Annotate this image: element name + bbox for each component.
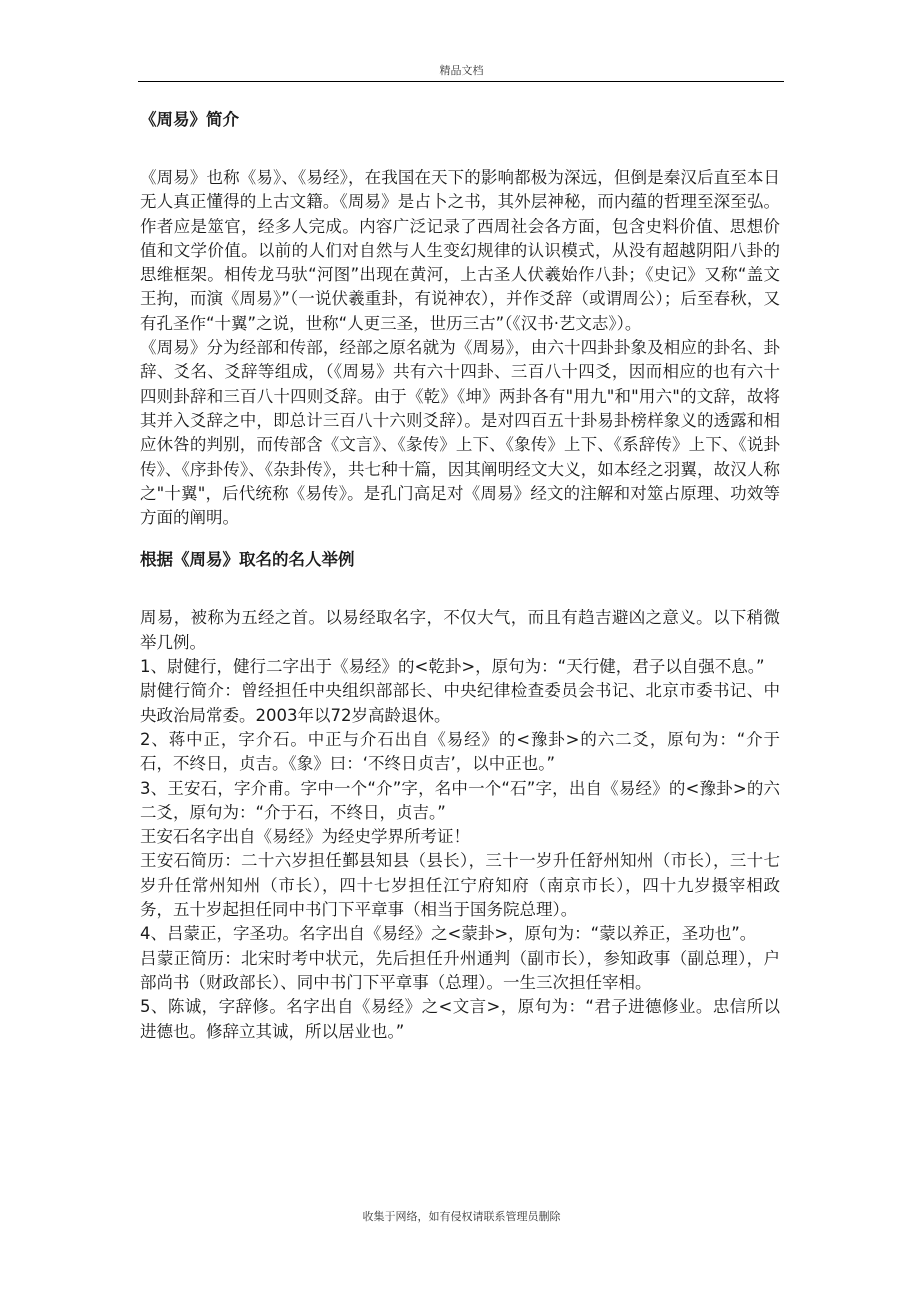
- example-item-5: 5、陈诚，字辞修。名字出自《易经》之<文言>，原句为：“君子进德修业。忠信所以进德也。修辞立其诚，所以居业也。”: [140, 997, 780, 1041]
- example-item-1: 1、尉健行，健行二字出于《易经》的<乾卦>，原句为：“天行健，君子以自强不息。”: [140, 657, 765, 677]
- example-bio-1: 尉健行简介：曾经担任中央组织部部长、中央纪律检查委员会书记、北京市委书记、中央政治局常委。2003年以72岁高龄退休。: [140, 681, 780, 725]
- spacer: [140, 530, 780, 548]
- document-body: [140, 108, 780, 1044]
- example-item-3: 3、王安石，字介甫。字中一个“介”字，名中一个“石”字，出自《易经》的<豫卦>的六二爻，原句为：“介于石，不终日，贞吉。”: [140, 778, 780, 822]
- example-bio-3: 王安石简历：二十六岁担任鄞县知县（县长），三十一岁升任舒州知州（市长），三十七岁升任常州知州（市长），四十七岁担任江宁府知府（南京市长），四十九岁摄宰相政务，五十岁起担任同中书门下平章事（相当于国务院总理）。: [140, 851, 780, 920]
- intro-paragraph-2: 《周易》分为经部和传部，经部之原名就为《周易》，由六十四卦卦象及相应的卦名、卦辞、爻名、爻辞等组成，（《周易》共有六十四卦、三百八十四爻，因而相应的也有六十四则卦辞和三百八十四则爻辞。由于《乾》《坤》两卦各有"用九"和"用六"的文辞，故将其并入爻辞之中，即总计三百八十六则爻辞）。是对四百五十卦易卦榜样象义的透露和相应休咎的判别，而传部含《文言》、《彖传》上下、《象传》上下、《系辞传》上下、《说卦传》、《序卦传》、《杂卦传》，共七种十篇，因其阐明经文大义，如本经之羽翼，故汉人称之"十翼"，后代统称《易传》。是孔门高足对《周易》经文的注解和对筮占原理、功效等方面的阐明。: [140, 338, 780, 528]
- example-item-4: 4、吕蒙正，字圣功。名字出自《易经》之<蒙卦>，原句为：“蒙以养正，圣功也”。: [140, 924, 757, 944]
- section-title-intro: 《周易》简介: [140, 110, 239, 129]
- intro-paragraph-1: 《周易》也称《易》、《易经》，在我国在天下的影响都极为深远，但倒是秦汉后直至本日无人真正懂得的上古文籍。《周易》是占卜之书，其外层神秘，而内蕴的哲理至深至弘。作者应是筮官，经多人完成。内容广泛记录了西周社会各方面，包含史料价值、思想价值和文学价值。以前的人们对自然与人生变幻规律的认识模式，从没有超越阴阳八卦的思维框架。相传龙马驮“河图”出现在黄河，上古圣人伏羲始作八卦；《史记》又称“盖文王拘，而演《周易》”（一说伏羲重卦，有说神农），并作爻辞（或谓周公）；后至春秋，又有孔圣作“十翼”之说，世称“人更三圣，世历三古”（《汉书·艺文志》）。: [140, 168, 780, 333]
- header-divider: [138, 81, 784, 82]
- example-note-3: 王安石名字出自《易经》为经史学界所考证！: [140, 827, 470, 847]
- example-bio-4: 吕蒙正简历：北宋时考中状元，先后担任升州通判（副市长），参知政事（副总理），户部尚书（财政部长）、同中书门下平章事（总理）。一生三次担任宰相。: [140, 948, 780, 992]
- examples-intro-paragraph: 周易，被称为五经之首。以易经取名字，不仅大气，而且有趋吉避凶之意义。以下稍微举几例。: [140, 608, 780, 652]
- page-footer: 收集于网络，如有侵权请联系管理员删除: [362, 1210, 561, 1223]
- page-header: 精品文档: [439, 64, 484, 77]
- spacer: [140, 572, 780, 606]
- section-title-examples: 根据《周易》取名的名人举例: [140, 550, 355, 570]
- example-item-2: 2、蒋中正，字介石。中正与介石出自《易经》的<豫卦>的六二爻，原句为：“介于石，不终日，贞吉。《象》曰：‘不终日贞吉’，以中正也。”: [140, 729, 780, 774]
- spacer: [140, 132, 780, 166]
